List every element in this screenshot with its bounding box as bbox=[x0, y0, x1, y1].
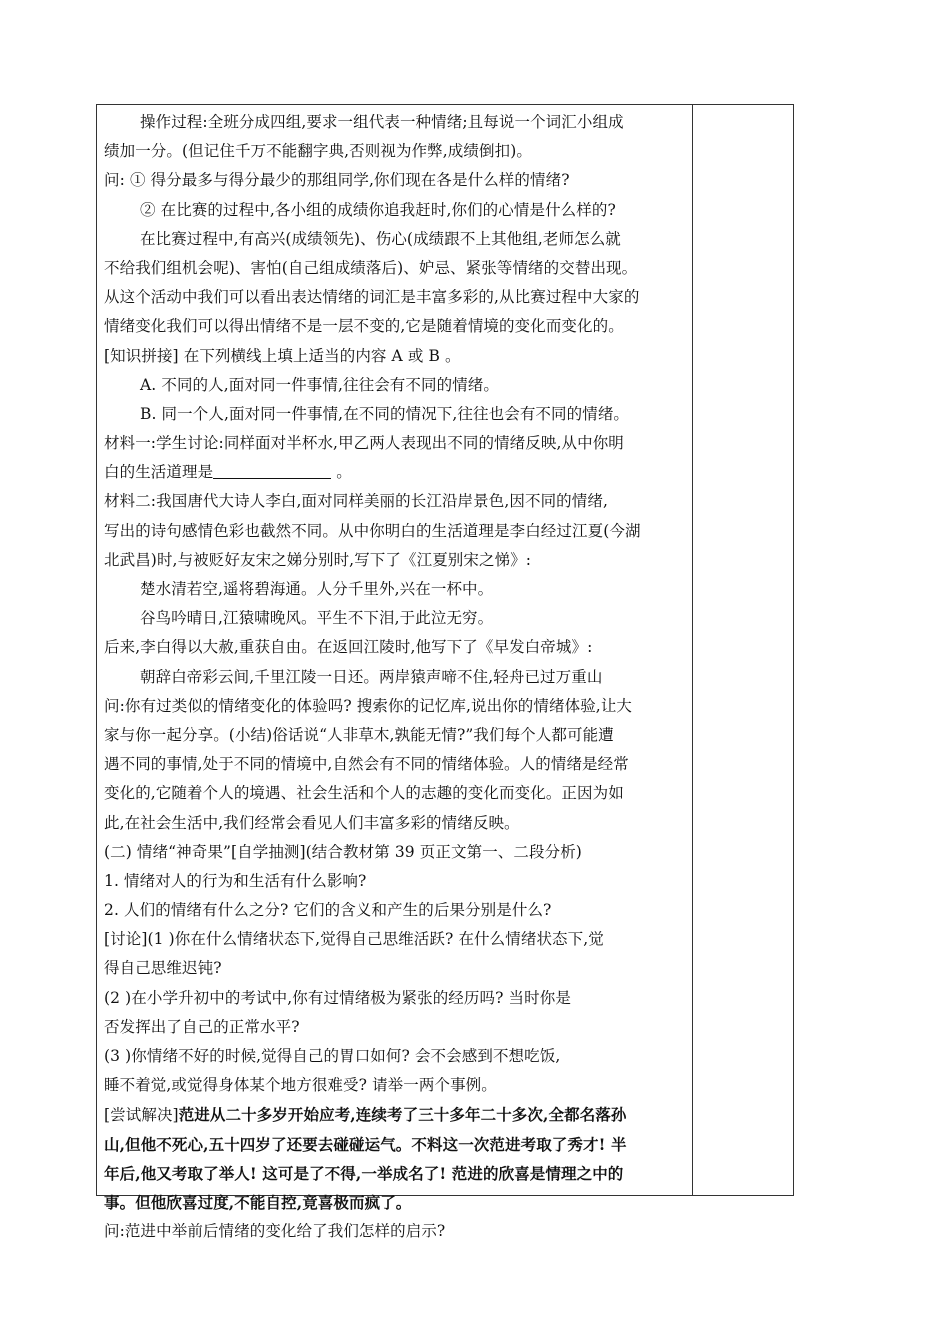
text-line: A. 不同的人,面对同一件事情,往往会有不同的情绪。 bbox=[140, 375, 500, 394]
text-line: 在比赛过程中,有高兴(成绩领先)、伤心(成绩跟不上其他组,老师怎么就 bbox=[140, 229, 621, 248]
text-line: 材料二:我国唐代大诗人李白,面对同样美丽的长江沿岸景色,因不同的情绪, bbox=[104, 492, 609, 511]
text-line bbox=[104, 1100, 688, 1129]
text-line: 得自己思维迟钝? bbox=[104, 959, 222, 978]
text-line: (2 )在小学升初中的考试中,你有过情绪极为紧张的经历吗? 当时你是 bbox=[104, 988, 571, 1007]
document-body bbox=[104, 108, 688, 1246]
text-line: 楚水清若空,遥将碧海通。人分千里外,兴在一杯中。 bbox=[140, 580, 494, 598]
text-line: 绩加一分。(但记住千万不能翻字典,否则视为作弊,成绩倒扣)。 bbox=[104, 142, 532, 161]
line-text: 。 bbox=[331, 463, 352, 482]
text-line: 年后,他又考取了举人! 这可是了不得,一举成名了! 范进的欣喜是情理之中的 bbox=[104, 1163, 624, 1183]
text-line: 后来,李白得以大赦,重获自由。在返回江陵时,他写下了《早发白帝城》: bbox=[104, 638, 593, 657]
column-divider bbox=[692, 104, 693, 1196]
text-line: 材料一:学生讨论:同样面对半杯水,甲乙两人表现出不同的情绪反映,从中你明 bbox=[104, 434, 624, 453]
text-line: 朝辞白帝彩云间,千里江陵一日还。两岸猿声啼不住,轻舟已过万重山 bbox=[140, 667, 603, 686]
text-line: 山,但他不死心,五十四岁了还要去碰碰运气。不料这一次范进考取了秀才! 半 bbox=[104, 1134, 627, 1154]
text-line: 问:你有过类似的情绪变化的体验吗? 搜索你的记忆库,说出你的情绪体验,让大 bbox=[104, 696, 633, 715]
text-line: 事。但他欣喜过度,不能自控,竟喜极而疯了。 bbox=[104, 1192, 412, 1212]
line-text: 白的生活道理是 bbox=[104, 463, 214, 482]
text-line: 否发挥出了自己的正常水平? bbox=[104, 1017, 300, 1036]
text-line: 不给我们组机会呢)、害怕(自己组成绩落后)、妒忌、紧张等情绪的交替出现。 bbox=[104, 258, 638, 277]
text-line: 睡不着觉,或觉得身体某个地方很难受? 请举一两个事例。 bbox=[104, 1076, 497, 1095]
text-line: 变化的,它随着个人的境遇、社会生活和个人的志趣的变化而变化。正因为如 bbox=[104, 784, 624, 803]
text-line: 问:范进中举前后情绪的变化给了我们怎样的启示? bbox=[104, 1222, 446, 1241]
text-line: 2. 人们的情绪有什么之分? 它们的含义和产生的后果分别是什么? bbox=[104, 901, 552, 920]
text-line: 1. 情绪对人的行为和生活有什么影响? bbox=[104, 871, 367, 890]
fill-in-blank[interactable] bbox=[213, 462, 331, 479]
text-line: 从这个活动中我们可以看出表达情绪的词汇是丰富多彩的,从比赛过程中大家的 bbox=[104, 288, 640, 307]
text-line: 情绪变化我们可以得出情绪不是一层不变的,它是随着情境的变化而变化的。 bbox=[104, 317, 624, 336]
text-line: (3 )你情绪不好的时候,觉得自己的胃口如何? 会不会感到不想吃饭, bbox=[104, 1047, 561, 1065]
text-line: ② 在比赛的过程中,各小组的成绩你追我赶时,你们的心情是什么样的? bbox=[140, 200, 616, 219]
text-line: 此,在社会生活中,我们经常会看见人们丰富多彩的情绪反映。 bbox=[104, 813, 520, 832]
section-label: [尝试解决] bbox=[104, 1106, 179, 1125]
text-line: [讨论](1 )你在什么情绪状态下,觉得自己思维活跃? 在什么情绪状态下,觉 bbox=[104, 930, 604, 949]
text-line: B. 同一个人,面对同一件事情,在不同的情况下,往往也会有不同的情绪。 bbox=[140, 404, 630, 423]
text-line: 谷鸟吟晴日,江猿啸晚风。平生不下泪,于此泣无穷。 bbox=[140, 609, 494, 628]
text-line: 家与你一起分享。(小结)俗话说“人非草木,孰能无情?”我们每个人都可能遭 bbox=[104, 725, 614, 744]
text-line: [知识拼接] 在下列横线上填上适当的内容 A 或 B 。 bbox=[104, 346, 461, 365]
bold-text: 范进从二十多岁开始应考,连续考了三十多年二十多次,全都名落孙 bbox=[178, 1105, 627, 1125]
text-line: 遇不同的事情,处于不同的情境中,自然会有不同的情绪体验。人的情绪是经常 bbox=[104, 755, 629, 774]
text-line: (二) 情绪“神奇果”[自学抽测](结合教材第 39 页正文第一、二段分析) bbox=[104, 842, 582, 861]
text-line: 写出的诗句感情色彩也截然不同。从中你明白的生活道理是李白经过江夏(今湖 bbox=[104, 521, 641, 540]
text-line: 操作过程:全班分成四组,要求一组代表一种情绪;且每说一个词汇小组成 bbox=[140, 113, 624, 131]
text-line: 问: ① 得分最多与得分最少的那组同学,你们现在各是什么样的情绪? bbox=[104, 171, 570, 190]
text-line bbox=[104, 458, 688, 487]
text-line: 北武昌)时,与被贬好友宋之娣分别时,写下了《江夏别宋之悌》: bbox=[104, 550, 532, 569]
